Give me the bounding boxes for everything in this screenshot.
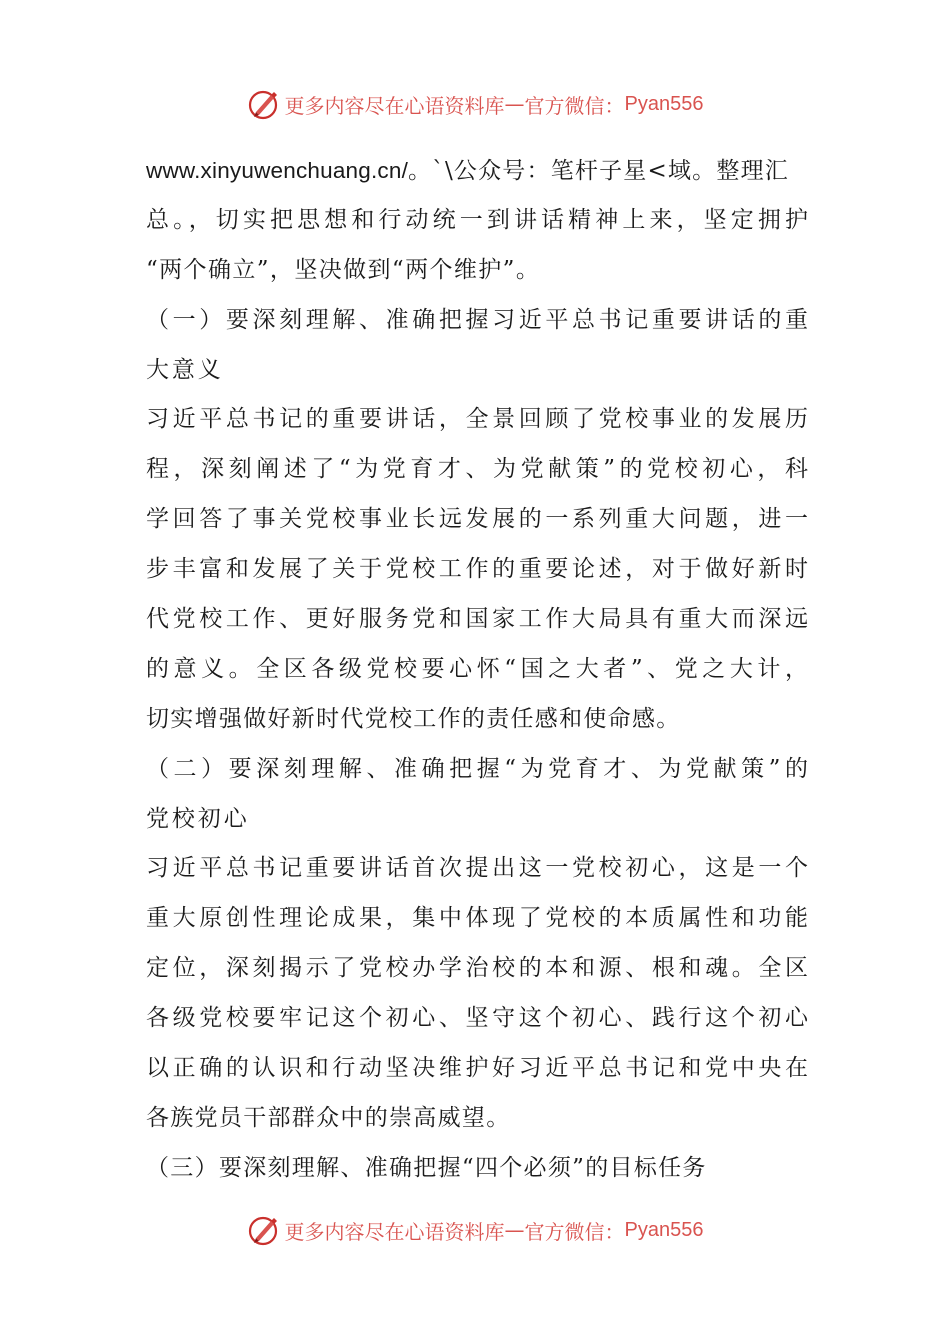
banner-dash: — xyxy=(504,92,525,116)
heading-1-line-2: 大意义 xyxy=(146,356,224,383)
paragraph-2-line-6: 各族党员干部群众中的崇高威望。 xyxy=(146,1104,511,1131)
paragraph-1-line-4: 步丰富和发展了关于党校工作的重要论述，对于做好新时 xyxy=(146,556,808,583)
banner-title: 更多内容尽在心语资料库 xyxy=(284,93,505,118)
banner-handle: Pyan556 xyxy=(624,1218,704,1241)
text-line-3: “两个确立”，坚决做到“两个维护”。 xyxy=(146,256,541,283)
paragraph-2-line-3: 定位，深刻揭示了党校办学治校的本和源、根和魂。全区 xyxy=(146,955,808,982)
paragraph-2-line-1: 习近平总书记重要讲话首次提出这一党校初心，这是一个 xyxy=(146,855,808,882)
line-text: 。`\公众号：笔杆子星<域。整理汇 xyxy=(408,158,789,184)
paragraph-1-line-6: 的意义。全区各级党校要心怀“国之大者”、党之大计， xyxy=(146,655,808,682)
heading-2-line-1: （二）要深刻理解、准确把握“为党育才、为党献策”的 xyxy=(146,755,808,782)
banner-colon: ： xyxy=(604,1219,625,1244)
banner-dash: — xyxy=(504,1218,525,1242)
banner-handle: Pyan556 xyxy=(624,92,704,115)
banner-brand: 官方微信 xyxy=(524,1219,605,1244)
paragraph-1-line-1: 习近平总书记的重要讲话，全景回顾了党校事业的发展历 xyxy=(146,406,808,433)
footer-banner xyxy=(0,1210,950,1250)
paragraph-1-line-5: 代党校工作、更好服务党和国家工作大局具有重大而深远 xyxy=(146,606,808,633)
banner-brand: 官方微信 xyxy=(524,93,605,118)
pen-logo-icon xyxy=(247,1213,281,1247)
document-body xyxy=(146,146,808,1194)
paragraph-1-line-2: 程，深刻阐述了“为党育才、为党献策”的党校初心，科 xyxy=(146,456,808,483)
paragraph-1-line-3: 学回答了事关党校事业长远发展的一系列重大问题，进一 xyxy=(146,506,808,533)
heading-1-line-1: （一）要深刻理解、准确把握习近平总书记重要讲话的重 xyxy=(146,306,808,333)
text-line-2: 总。，切实把思想和行动统一到讲话精神上来，坚定拥护 xyxy=(146,206,808,233)
banner-colon: ： xyxy=(604,93,625,118)
heading-2-line-2: 党校初心 xyxy=(146,805,250,832)
heading-3-line-1: （三）要深刻理解、准确把握“四个必须”的目标任务 xyxy=(146,1154,707,1181)
banner-title: 更多内容尽在心语资料库 xyxy=(284,1219,505,1244)
paragraph-2-line-5: 以正确的认识和行动坚决维护好习近平总书记和党中央在 xyxy=(146,1055,808,1082)
paragraph-1-line-7: 切实增强做好新时代党校工作的责任感和使命感。 xyxy=(146,705,681,732)
header-banner xyxy=(0,84,950,124)
paragraph-2-line-2: 重大原创性理论成果，集中体现了党校的本质属性和功能 xyxy=(146,905,808,932)
text-line-1 xyxy=(146,146,808,196)
website-link[interactable]: www.xinyuwenchuang.cn/ xyxy=(146,158,409,183)
paragraph-2-line-4: 各级党校要牢记这个初心、坚守这个初心、践行这个初心 xyxy=(146,1005,808,1032)
pen-logo-icon xyxy=(247,87,281,121)
